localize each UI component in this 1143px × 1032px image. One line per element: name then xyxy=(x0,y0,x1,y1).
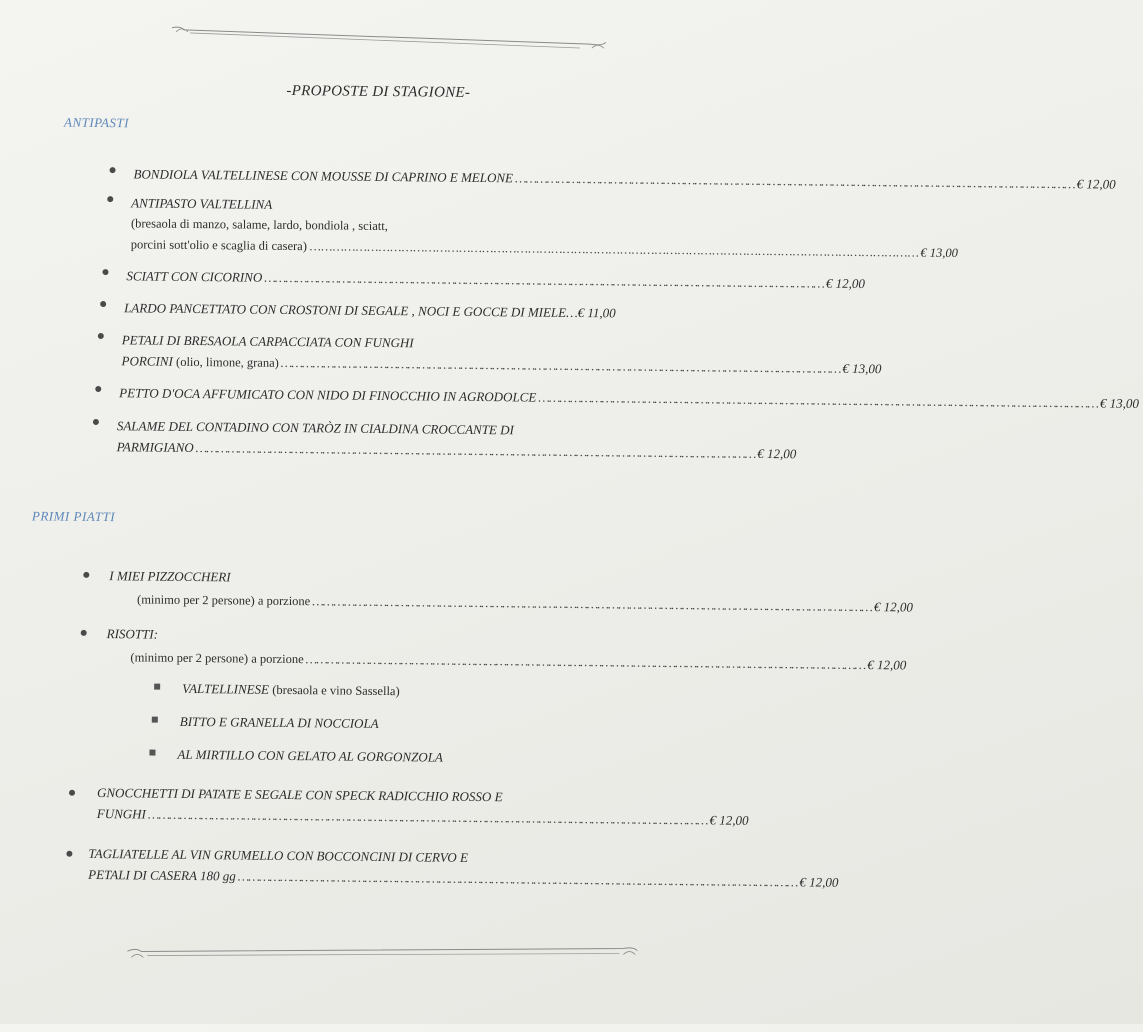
bullet-icon xyxy=(100,301,106,307)
dot-leader xyxy=(309,236,919,263)
bottom-flourish-ornament xyxy=(123,935,643,968)
risotto-variant-valtellinese xyxy=(182,678,400,702)
bullet-icon xyxy=(95,386,101,392)
bullet-icon xyxy=(110,167,116,173)
top-flourish-ornament xyxy=(170,24,610,55)
dot-leader xyxy=(264,267,824,294)
dish-name: PETTO D'OCA AFFUMICATO CON NIDO DI FINOCCHIO IN AGRODOLCE xyxy=(119,385,537,405)
section-heading-antipasti: ANTIPASTI xyxy=(63,114,130,131)
dish-price: € 13,00 xyxy=(842,360,882,377)
dish-name: SALAME DEL CONTADINO CON TARÒZ IN CIALDINA CROCCANTE DI xyxy=(116,418,514,438)
dot-leader xyxy=(306,648,866,675)
dish-name: TAGLIATELLE AL VIN GRUMELLO CON BOCCONCINI DI CERVO E xyxy=(88,845,469,865)
dish-portion-line xyxy=(137,588,913,618)
bullet-icon xyxy=(93,419,99,425)
menu-item-lardo xyxy=(124,297,720,324)
menu-item-petto-oca xyxy=(119,382,1140,411)
bullet-icon xyxy=(69,790,75,796)
variant-description: (bresaola e vino Sassella) xyxy=(272,682,400,699)
dish-name: ANTIPASTO VALTELLINA xyxy=(131,195,273,212)
dot-leader xyxy=(538,387,1098,414)
dish-description: (olio, limone, grana) xyxy=(176,354,279,370)
bullet-icon xyxy=(102,269,108,275)
variant-name: AL MIRTILLO CON GELATO AL GORGONZOLA xyxy=(177,746,443,765)
risotto-variant-mirtillo xyxy=(177,744,443,768)
variant-name: VALTELLINESE xyxy=(182,680,270,697)
dish-price: € 12,00 xyxy=(799,874,839,890)
dish-price: € 12,00 xyxy=(1076,176,1116,192)
menu-item-tagliatelle xyxy=(88,843,839,890)
dot-leader xyxy=(196,437,756,464)
dish-name-continued: PORCINI xyxy=(121,353,173,369)
bullet-icon xyxy=(83,572,89,578)
variant-name: BITTO E GRANELLA DI NOCCIOLA xyxy=(179,713,379,731)
square-bullet-icon xyxy=(154,684,160,690)
dish-name-continued: FUNGHI xyxy=(96,806,147,822)
risotto-variant-bitto xyxy=(180,711,379,734)
dish-name: PETALI DI BRESAOLA CARPACCIATA CON FUNGHI xyxy=(121,332,414,351)
dish-price: € 13,00 xyxy=(1099,395,1140,411)
dot-leader xyxy=(148,804,708,831)
page-title: -PROPOSTE DI STAGIONE- xyxy=(286,82,471,101)
dot-leader xyxy=(238,865,798,892)
dish-price: € 13,00 xyxy=(920,245,958,260)
square-bullet-icon xyxy=(149,750,155,756)
dish-name-line2 xyxy=(121,350,881,380)
dish-name: BONDIOLA VALTELLINESE CON MOUSSE DI CAPRINO E MELONE xyxy=(133,166,514,186)
bullet-icon xyxy=(107,196,113,202)
bullet-icon xyxy=(66,851,72,857)
dish-name: GNOCCHETTI DI PATATE E SEGALE CON SPECK RADICCHIO ROSSO E xyxy=(96,785,503,805)
menu-item-risotti xyxy=(106,623,907,673)
dish-price: € 12,00 xyxy=(709,812,749,828)
menu-item-petali-bresaola xyxy=(121,329,882,377)
dish-name: RISOTTI: xyxy=(106,626,159,642)
dot-leader xyxy=(281,352,841,379)
dish-description: porcini sott'olio e scaglia di casera) xyxy=(130,237,308,254)
dish-name: I MIEI PIZZOCCHERI xyxy=(109,568,231,585)
bullet-icon xyxy=(98,333,104,339)
dot-leader xyxy=(312,590,872,617)
bullet-icon xyxy=(81,630,87,636)
dish-price: € 12,00 xyxy=(825,275,865,292)
dish-price: € 11,00 xyxy=(577,305,616,321)
dish-name-continued: PARMIGIANO xyxy=(116,439,194,456)
dot-leader xyxy=(515,167,1075,194)
dish-name-continued: PETALI DI CASERA 180 gg xyxy=(88,866,236,884)
dish-price: € 12,00 xyxy=(867,657,907,673)
menu-item-salame xyxy=(116,415,797,462)
dish-portion-note: (minimo per 2 persone) a porzione xyxy=(130,650,304,667)
menu-item-sciatt xyxy=(126,265,865,292)
dish-portion-note: (minimo per 2 persone) a porzione xyxy=(136,592,311,609)
menu-item-pizzoccheri xyxy=(109,565,913,615)
dish-name: LARDO PANCETTATO CON CROSTONI DI SEGALE , NOCI E GOCCE DI MIELE… xyxy=(124,300,578,321)
dish-price: € 12,00 xyxy=(873,599,913,615)
menu-item-antipasto-valtellina xyxy=(130,192,958,260)
menu-item-bondiola xyxy=(133,163,1116,192)
dish-portion-line xyxy=(130,646,906,676)
section-heading-primi-piatti: PRIMI PIATTI xyxy=(31,508,116,525)
dish-description-line xyxy=(131,234,958,264)
menu-item-gnocchetti xyxy=(96,782,749,828)
dish-name: SCIATT CON CICORINO xyxy=(126,268,263,285)
square-bullet-icon xyxy=(152,717,158,723)
dish-description: (bresaola di manzo, salame, lardo, bondiola , sciatt, xyxy=(130,216,388,234)
dish-price: € 12,00 xyxy=(757,445,797,462)
